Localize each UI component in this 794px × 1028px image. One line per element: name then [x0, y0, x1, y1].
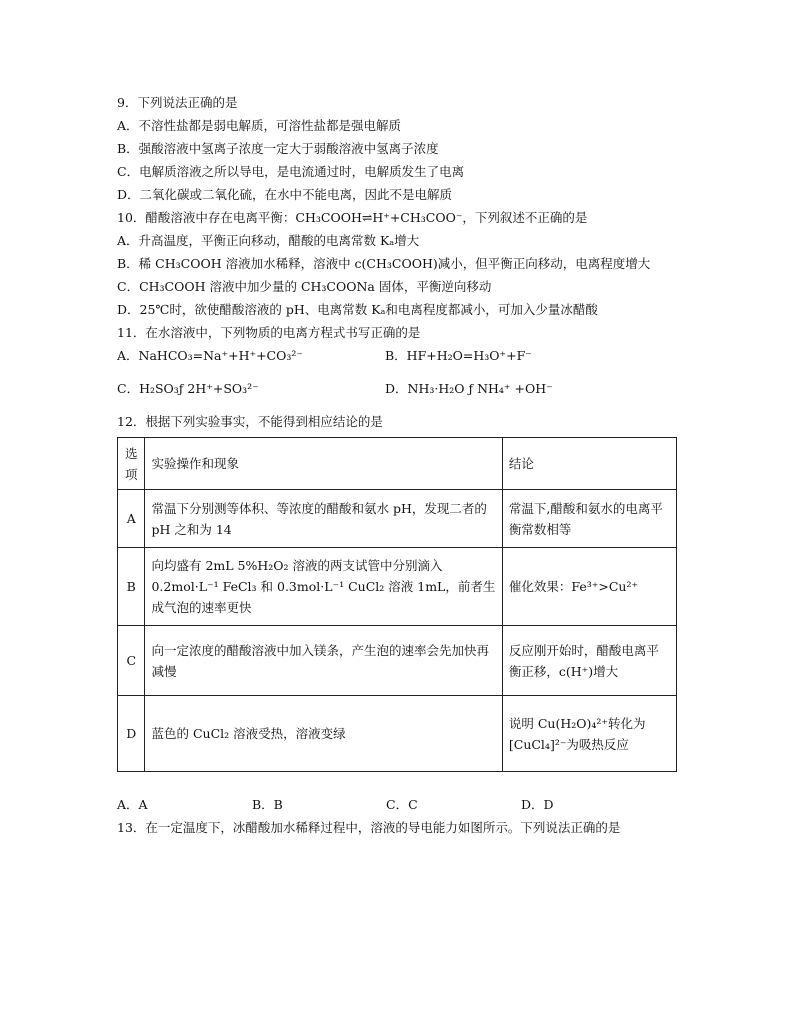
- q12-answer-b: B．B: [252, 797, 283, 812]
- row-conclusion: 催化效果：Fe³⁺>Cu²⁺: [502, 548, 676, 626]
- row-conclusion: 常温下,醋酸和氨水的电离平衡常数相等: [502, 490, 676, 548]
- q11-option-c: C．H₂SO₃ƒ 2H⁺+SO₃²⁻: [117, 381, 259, 396]
- q9-option-a: A．不溶性盐都是弱电解质，可溶性盐都是强电解质: [117, 118, 402, 133]
- q12-answer-c: C．C: [386, 797, 418, 812]
- q10-option-c: C．CH₃COOH 溶液中加少量的 CH₃COONa 固体，平衡逆向移动: [117, 279, 492, 294]
- row-experiment: 常温下分别测等体积、等浓度的醋酸和氨水 pH，发现二者的 pH 之和为 14: [145, 490, 502, 548]
- row-option: A: [118, 490, 145, 548]
- row-conclusion: 说明 Cu(H₂O)₄²⁺转化为[CuCl₄]²⁻为吸热反应: [502, 696, 676, 772]
- row-option: C: [118, 626, 145, 696]
- q10-option-b: B．稀 CH₃COOH 溶液加水稀释，溶液中 c(CH₃COOH)减小，但平衡正向移动，电离程度增大: [117, 256, 651, 271]
- q10-stem: 10．醋酸溶液中存在电离平衡：CH₃COOH⇌H⁺+CH₃COO⁻，下列叙述不正确的是: [117, 210, 588, 225]
- q11-option-d: D．NH₃·H₂O ƒ NH₄⁺ +OH⁻: [385, 381, 553, 396]
- q9-stem: 9．下列说法正确的是: [117, 95, 238, 110]
- row-option: B: [118, 548, 145, 626]
- q11-stem: 11．在水溶液中，下列物质的电离方程式书写正确的是: [117, 325, 421, 340]
- table-row: [118, 548, 677, 626]
- row-option: D: [118, 696, 145, 772]
- q11-option-b: B．HF+H₂O=H₃O⁺+F⁻: [385, 348, 532, 363]
- row-conclusion: 反应刚开始时，醋酸电离平衡正移，c(H⁺)增大: [502, 626, 676, 696]
- q9-option-b: B．强酸溶液中氢离子浓度一定大于弱酸溶液中氢离子浓度: [117, 141, 439, 156]
- table-row: [118, 626, 677, 696]
- q11-option-a: A．NaHCO₃=Na⁺+H⁺+CO₃²⁻: [117, 348, 303, 363]
- q12-answer-a: A．A: [117, 797, 148, 812]
- q13-stem: 13．在一定温度下，冰醋酸加水稀释过程中，溶液的导电能力如图所示。下列说法正确的是: [117, 820, 621, 835]
- header-experiment: 实验操作和现象: [145, 438, 502, 490]
- q12-stem: 12．根据下列实验事实，不能得到相应结论的是: [117, 414, 383, 429]
- table-row: [118, 490, 677, 548]
- q10-option-a: A．升高温度，平衡正向移动，醋酸的电离常数 Kₐ增大: [117, 233, 420, 248]
- header-conclusion: 结论: [502, 438, 676, 490]
- table-row: [118, 696, 677, 772]
- experiment-table: [117, 437, 677, 772]
- q9-option-d: D．二氧化碳或二氧化硫，在水中不能电离，因此不是电解质: [117, 187, 453, 202]
- q12-answer-d: D．D: [521, 797, 554, 812]
- q9-option-c: C．电解质溶液之所以导电，是电流通过时，电解质发生了电离: [117, 164, 465, 179]
- row-experiment: 蓝色的 CuCl₂ 溶液受热，溶液变绿: [145, 696, 502, 772]
- row-experiment: 向均盛有 2mL 5%H₂O₂ 溶液的两支试管中分别滴入 0.2mol·L⁻¹ FeCl₃ 和 0.3mol·L⁻¹ CuCl₂ 溶液 1mL，前者生成气泡的速率更快: [145, 548, 502, 626]
- row-experiment: 向一定浓度的醋酸溶液中加入镁条，产生泡的速率会先加快再减慢: [145, 626, 502, 696]
- q10-option-d: D．25℃时，欲使醋酸溶液的 pH、电离常数 Kₐ和电离程度都减小，可加入少量冰醋酸: [117, 302, 598, 317]
- table-header-row: [118, 438, 677, 490]
- header-option: 选项: [118, 438, 145, 490]
